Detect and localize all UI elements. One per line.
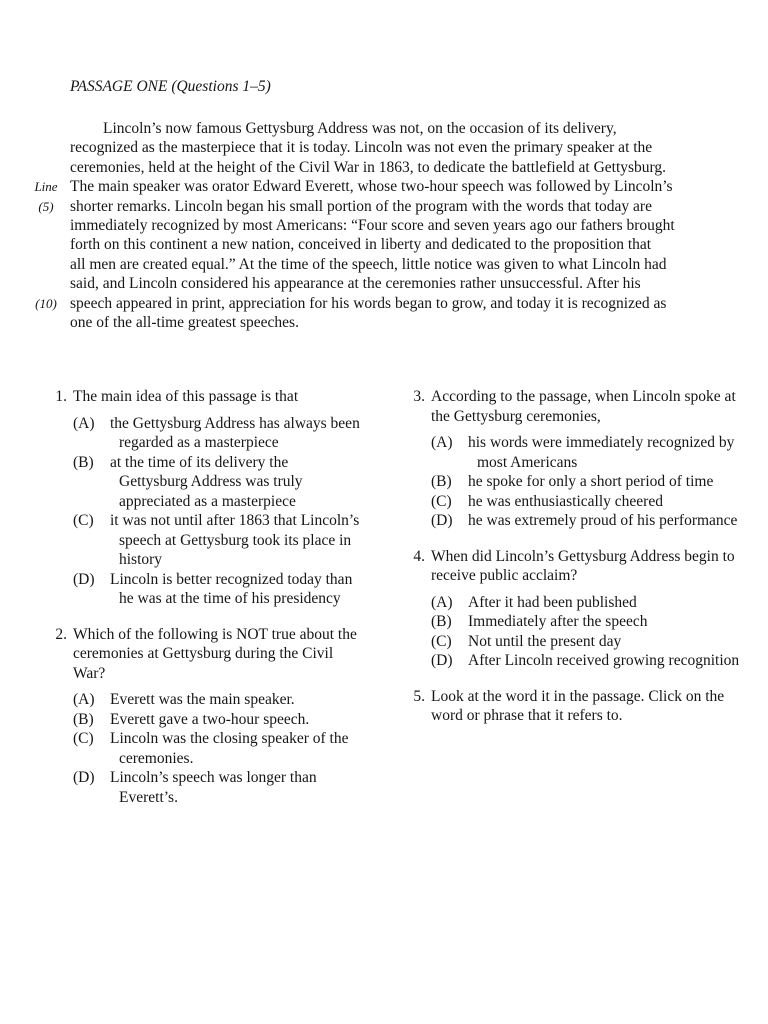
passage-line: Lincoln’s now famous Gettysburg Address was not, on the occasion of its delivery,: [103, 120, 617, 137]
question-number: 2.: [55, 625, 67, 643]
option-letter: (B): [73, 710, 94, 728]
question-4: [403, 547, 743, 671]
passage-line: ceremonies, held at the height of the Civil War in 1863, to dedicate the battlefield at Gettysburg.: [70, 158, 667, 176]
option-letter: (D): [431, 652, 453, 669]
answer-option-d[interactable]: [431, 511, 743, 531]
option-letter: (C): [73, 730, 94, 747]
option-letter: (B): [431, 473, 452, 490]
answer-options: [431, 593, 743, 671]
option-text: Lincoln is better recognized today than he was at the time of his presidency: [110, 570, 353, 607]
passage-line: forth on this continent a new nation, conceived in liberty and dedicated to the proposition that: [70, 236, 652, 254]
answer-option-c[interactable]: [73, 729, 360, 768]
option-letter: (A): [73, 691, 95, 708]
passage-line: [35, 294, 738, 313]
answer-option-d[interactable]: [73, 768, 360, 807]
question-2: [45, 625, 360, 808]
option-text: After Lincoln received growing recognition: [468, 652, 740, 669]
option-text: he spoke for only a short period of time: [468, 473, 714, 490]
passage-line: said, and Lincoln considered his appearance at the ceremonies rather unsuccessful. After his: [70, 275, 641, 293]
passage-line-text: The main speaker was orator Edward Everett, whose two-hour speech was followed by Lincoln’s: [70, 178, 673, 196]
option-letter: (D): [431, 512, 453, 529]
answer-options: [73, 690, 360, 807]
option-letter: (A): [431, 593, 453, 611]
answer-option-a[interactable]: [431, 593, 743, 613]
question-number: 5.: [413, 687, 425, 705]
question-number: 4.: [413, 547, 425, 565]
questions-right-column: [403, 387, 743, 742]
passage-line: recognized as the masterpiece that it is today. Lincoln was not even the primary speaker at the: [70, 139, 653, 157]
answer-option-d[interactable]: [431, 651, 743, 671]
question-3: [403, 387, 743, 531]
option-text: Immediately after the speech: [468, 613, 648, 630]
questions-left-column: [45, 387, 360, 823]
answer-options: [73, 414, 360, 609]
question-text: The main idea of this passage is that: [73, 388, 299, 405]
answer-option-a[interactable]: [73, 690, 360, 710]
passage-line: all men are created equal.” At the time of the speech, little notice was given to what Lincoln had: [70, 255, 667, 273]
question-text: Which of the following is NOT true about the ceremonies at Gettysburg during the Civil War?: [73, 625, 357, 682]
passage-line-text: speech appeared in print, appreciation for his words began to grow, and today it is recognized as: [70, 294, 667, 312]
option-text: he was enthusiastically cheered: [468, 492, 663, 510]
question-text: When did Lincoln’s Gettysburg Address begin to receive public acclaim?: [431, 547, 735, 584]
option-text: the Gettysburg Address has always been regarded as a masterpiece: [110, 414, 360, 451]
question-text: According to the passage, when Lincoln spoke at the Gettysburg ceremonies,: [431, 388, 736, 425]
option-text: he was extremely proud of his performance: [468, 512, 738, 529]
answer-option-b[interactable]: [431, 612, 743, 632]
line-marker: (10): [35, 295, 57, 311]
passage-line: [38, 197, 738, 216]
option-letter: (C): [431, 632, 452, 650]
line-marker: Line: [34, 179, 58, 195]
option-text: Lincoln’s speech was longer than Everett’s.: [110, 769, 317, 806]
question-text: Look at the word it in the passage. Click on the word or phrase that it refers to.: [431, 687, 725, 724]
option-letter: (C): [73, 512, 94, 529]
option-text: Everett gave a two-hour speech.: [110, 710, 310, 728]
line-marker: (5): [38, 198, 54, 214]
passage-line: immediately recognized by most Americans: “Four score and seven years ago our fathers brought: [70, 217, 675, 235]
option-letter: (D): [73, 570, 95, 588]
option-text: his words were immediately recognized by most Americans: [468, 434, 735, 471]
passage-line: one of the all-time greatest speeches.: [70, 314, 299, 332]
option-text: it was not until after 1863 that Lincoln’s speech at Gettysburg took its place in history: [110, 512, 360, 568]
option-letter: (D): [73, 769, 95, 786]
question-number: 1.: [55, 388, 67, 405]
answer-option-a[interactable]: [73, 414, 360, 453]
option-text: Everett was the main speaker.: [110, 691, 295, 708]
answer-option-c[interactable]: [431, 492, 743, 512]
option-text: Lincoln was the closing speaker of the ceremonies.: [110, 730, 349, 767]
answer-option-b[interactable]: [73, 453, 360, 512]
passage-heading: PASSAGE ONE (Questions 1–5): [70, 78, 271, 95]
option-letter: (C): [431, 492, 452, 510]
passage-text: [34, 119, 738, 332]
option-text: at the time of its delivery the Gettysburg Address was truly appreciated as a masterpiece: [110, 453, 303, 510]
passage-line-text: shorter remarks. Lincoln began his small portion of the program with the words that today are: [70, 197, 652, 215]
question-number: 3.: [413, 388, 425, 405]
option-letter: (B): [431, 613, 452, 630]
option-letter: (A): [73, 414, 95, 432]
option-letter: (B): [73, 453, 94, 471]
question-5: [403, 687, 743, 726]
answer-option-b[interactable]: [73, 710, 360, 730]
question-1: [45, 387, 360, 609]
answer-option-d[interactable]: [73, 570, 360, 609]
option-text: After it had been published: [468, 593, 637, 611]
passage-line: [34, 177, 738, 196]
answer-option-c[interactable]: [73, 511, 360, 570]
answer-option-b[interactable]: [431, 472, 743, 492]
option-letter: (A): [431, 434, 453, 451]
answer-option-a[interactable]: [431, 433, 743, 472]
option-text: Not until the present day: [468, 632, 622, 650]
answer-options: [431, 433, 743, 531]
answer-option-c[interactable]: [431, 632, 743, 652]
